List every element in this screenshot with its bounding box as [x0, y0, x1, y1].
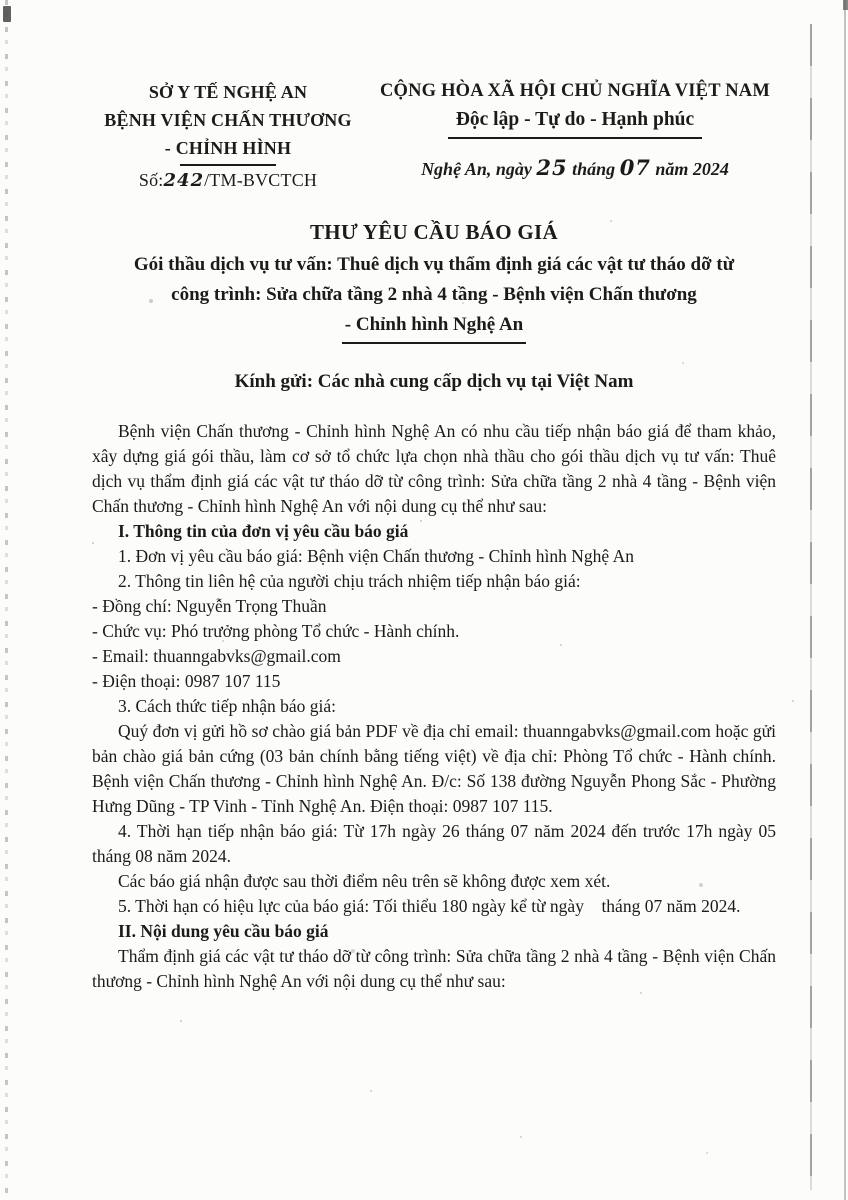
scan-corner-mark-top-left: [3, 6, 11, 22]
org-parent-name: SỞ Y TẾ NGHỆ AN: [148, 82, 308, 102]
national-header-block: [364, 78, 776, 180]
date-prefix: Nghệ An, ngày: [421, 159, 532, 179]
national-motto: [374, 109, 776, 139]
scope-paragraph: Thẩm định giá các vật tư tháo dỡ từ công trình: Sửa chữa tầng 2 nhà 4 tầng - Bệnh viện Chấn thương - Chỉnh hình Nghệ An với nội dung cụ thể như sau:: [92, 946, 776, 991]
document-title: THƯ YÊU CẦU BÁO GIÁ: [310, 220, 558, 244]
section-2-heading: II. Nội dung yêu cầu báo giá: [118, 921, 329, 941]
method-paragraph: Quý đơn vị gửi hồ sơ chào giá bản PDF về địa chỉ email: thuanngabvks@gmail.com hoặc gửi bản chào giá bản cứng (03 bản chính bằng tiếng việt) về địa chỉ: Phòng Tổ chức - Hành chính. Bệnh viện Chấn thương - Chỉnh hình Nghệ An. Đ/c: Số 138 đường Nguyễn Phong Sắc - Phường Hưng Dũng - TP Vinh - Tỉnh Nghệ An. Điện thoại: 0987 107 115.: [92, 721, 776, 816]
date-month-label: tháng: [572, 159, 616, 179]
document-content: [92, 78, 776, 994]
section-1-heading: I. Thông tin của đơn vị yêu cầu báo giá: [118, 521, 409, 541]
item-5-validity: 5. Thời hạn có hiệu lực của báo giá: Tối thiểu 180 ngày kể từ ngày tháng 07 năm 2024.: [118, 896, 741, 916]
late-quote-note: Các báo giá nhận được sau thời điểm nêu trên sẽ không được xem xét.: [118, 871, 611, 891]
document-body: [92, 419, 776, 994]
scan-speckles: [0, 0, 2, 2]
document-number: [92, 167, 364, 194]
date-month-handwritten: 07: [619, 155, 651, 180]
scan-edge-left-artifact: [5, 0, 8, 1200]
contact-phone-line: - Điện thoại: 0987 107 115: [92, 671, 281, 691]
scan-edge-right-artifact: [844, 0, 846, 1200]
contact-name-line: - Đồng chí: Nguyễn Trọng Thuần: [92, 596, 327, 616]
contact-role-line: - Chức vụ: Phó trưởng phòng Tổ chức - Hành chính.: [92, 621, 460, 641]
subtitle-line-2: công trình: Sửa chữa tầng 2 nhà 4 tầng - Bệnh viện Chấn thương: [171, 284, 697, 305]
document-number-suffix: /TM-BVCTCH: [204, 170, 318, 190]
issuing-org-block: [92, 78, 364, 194]
document-header: [92, 78, 776, 194]
national-motto-text: Độc lập - Tự do - Hạnh phúc: [448, 109, 702, 139]
document-number-handwritten: 242: [163, 170, 205, 191]
subtitle-line-3: [92, 310, 776, 344]
national-title: CỘNG HÒA XÃ HỘI CHỦ NGHĨA VIỆT NAM: [379, 81, 771, 101]
intro-paragraph: Bệnh viện Chấn thương - Chỉnh hình Nghệ An có nhu cầu tiếp nhận báo giá để tham khảo, xây dựng giá gói thầu, làm cơ sở tổ chức lựa chọn nhà thầu cho gói thầu dịch vụ tư vấn: Thuê dịch vụ thẩm định giá các vật tư tháo dỡ từ công trình: Sửa chữa tầng 2 nhà 4 tầng - Bệnh viện Chấn thương - Chỉnh hình Nghệ An với nội dung cụ thể như sau:: [92, 421, 776, 516]
org-name-line2: - CHỈNH HÌNH: [164, 138, 292, 158]
org-name-line1: BỆNH VIỆN CHẤN THƯƠNG: [104, 110, 352, 130]
item-4-deadline: 4. Thời hạn tiếp nhận báo giá: Từ 17h ngày 26 tháng 07 năm 2024 đến trước 17h ngày 05 tháng 08 năm 2024.: [92, 821, 776, 866]
date-year-label: năm 2024: [655, 159, 729, 179]
contact-email-line: - Email: thuanngabvks@gmail.com: [92, 646, 341, 666]
document-number-prefix: Số:: [138, 170, 164, 190]
document-subtitle: [92, 250, 776, 344]
salutation-line: Kính gửi: Các nhà cung cấp dịch vụ tại Việt Nam: [234, 371, 634, 392]
item-1-requesting-unit: 1. Đơn vị yêu cầu báo giá: Bệnh viện Chấn thương - Chỉnh hình Nghệ An: [118, 546, 634, 566]
org-name-rule: [180, 164, 276, 166]
date-day-handwritten: 25: [536, 155, 568, 180]
subtitle-line-3-text: - Chỉnh hình Nghệ An: [342, 310, 526, 344]
place-date-line: [374, 155, 776, 180]
item-2-contact-info-heading: 2. Thông tin liên hệ của người chịu trách nhiệm tiếp nhận báo giá:: [118, 571, 581, 591]
scan-corner-mark-top-right: [843, 0, 848, 10]
subtitle-line-1: Gói thầu dịch vụ tư vấn: Thuê dịch vụ thẩm định giá các vật tư tháo dỡ từ: [133, 254, 735, 275]
scan-vertical-line-artifact: [810, 24, 812, 1190]
item-3-method-heading: 3. Cách thức tiếp nhận báo giá:: [118, 696, 336, 716]
